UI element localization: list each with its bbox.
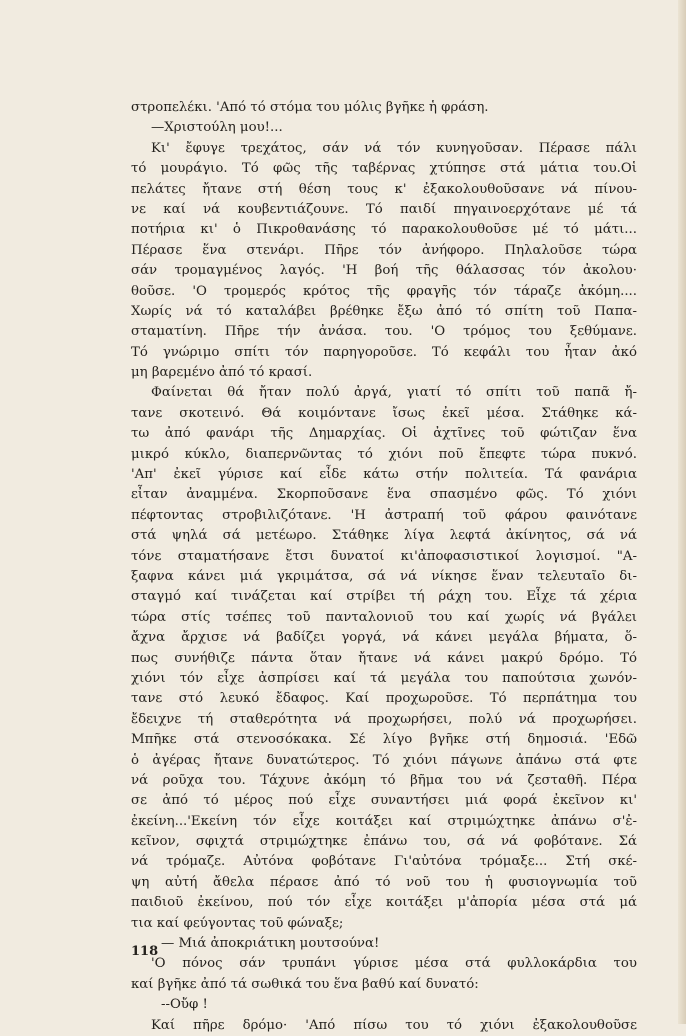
text-line: σάν τρομαγμένος λαγός. 'Η βοή τῆς θάλασσας τόν ἀκολου·: [131, 263, 637, 279]
text-line: ἄχνα ἄρχισε νά βαδίζει γοργά, νά κάνει μεγάλα βήματα, ὅ-: [131, 630, 637, 646]
text-line: θοῦσε. 'Ο τρομερός κρότος τῆς φραγῆς τόν τάραζε ἀκόμη....: [131, 283, 637, 299]
text-line: Μπῆκε στά στενοσόκακα. Σέ λίγο βγῆκε στή δημοσιά. 'Εδῶ: [131, 732, 637, 748]
text-line: παιδιοῦ ἐκείνου, πού τόν εἶχε κοιτάξει μ'ἀπορία μέσα στά μά: [131, 895, 637, 911]
text-line: μη βαρεμένο ἀπό τό κρασί.: [131, 365, 313, 381]
text-line: πέφτοντας στροβιλιζότανε. 'Η ἀστραπή τοῦ φάρου φαινότανε: [131, 507, 637, 523]
text-line: ποτήρια κι' ὁ Πικροθανάσης τό παρακολουθοῦσε μέ τό μάτι...: [131, 222, 637, 238]
text-line: ψη αὐτή ἄθελα πέρασε ἀπό τό νοῦ του ἡ φυσιογνωμία τοῦ: [131, 874, 637, 890]
text-line: --Οὔφ !: [161, 997, 208, 1013]
text-line: Καί πῆρε δρόμο· 'Από πίσω του τό χιόνι ἐξακολουθοῦσε: [151, 1017, 637, 1033]
text-line: τό μουράγιο. Τό φῶς τῆς ταβέρνας χτύπησε στά μάτια του.Οἱ: [131, 161, 637, 177]
text-line: 'Ο πόνος σάν τρυπάνι γύρισε μέσα στά φυλλοκάρδια του: [151, 956, 637, 972]
page-edge: [678, 0, 686, 1024]
text-line: χιόνι τόν εἶχε ἀσπρίσει καί τά μεγάλα του παπούτσια χωνόν-: [131, 670, 637, 686]
text-line: νά ροῦχα του. Τάχυνε ἀκόμη τό βῆμα του νά ζεσταθῆ. Πέρα: [131, 772, 637, 788]
text-line: Τό γνώριμο σπίτι τόν παρηγοροῦσε. Τό κεφάλι του ἦταν ἀκό: [131, 344, 637, 360]
text-line: Κι' ἔφυγε τρεχάτος, σάν νά τόν κυνηγοῦσαν. Πέρασε πάλι: [151, 140, 637, 156]
text-line: Φαίνεται θά ἤταν πολύ ἀργά, γιατί τό σπίτι τοῦ παπᾶ ἤ-: [151, 385, 637, 401]
text-line: κεῖνον, σφιχτά στριμώχτηκε ἐπάνω του, σά νά φοβότανε. Σά: [131, 834, 637, 850]
text-line: νε καί νά κουβεντιάζουνε. Τό παιδί πηγαινοερχότανε μέ τά: [131, 201, 637, 217]
text-line: Χωρίς νά τό καταλάβει βρέθηκε ἔξω ἀπό τό σπίτη τοῦ Παπα-: [131, 303, 637, 319]
text-line: τώρα στίς τσέπες τοῦ πανταλονιοῦ του καί χωρίς νά βγάλει: [131, 609, 637, 625]
text-line: σε ἀπό τό μέρος πού εἶχε συναντήσει μιά φορά ἐκεῖνον κι': [131, 793, 637, 809]
text-line: 'Απ' ἐκεῖ γύρισε καί εἶδε κάτω στήν πολιτεία. Τά φανάρια: [131, 467, 637, 483]
text-line: εἶταν ἀναμμένα. Σκορποῦσανε ἕνα σπασμένο φῶς. Τό χιόνι: [131, 487, 637, 503]
text-line: στροπελέκι. 'Από τό στόμα του μόλις βγῆκε ἡ φράση.: [131, 100, 489, 115]
text-line: ἔδειχνε τή σταθερότητα νά προχωρήσει, πολύ νά προχωρήσει.: [131, 711, 637, 727]
text-line: — Μιά ἀποκριάτικη μουτσούνα!: [161, 936, 380, 952]
text-line: πως συνήθιζε πάντα ὅταν ἤτανε νά κάνει μακρύ δρόμο. Τό: [131, 650, 637, 666]
text-line: σταγμό καί τινάζεται καί στρίβει τή ράχη του. Εἶχε τά χέρια: [131, 589, 637, 605]
text-line: μικρό κύκλο, διαπερνῶντας τό χιόνι ποῦ ἔπεφτε τώρα πυκνό.: [131, 446, 637, 462]
text-line: —Χριστούλη μου!...: [151, 120, 283, 136]
text-line: ξαφνα κάνει μιά γκριμάτσα, σά νά νίκησε ἕναν τελευταῖο δι-: [131, 568, 637, 584]
body-text: [131, 98, 637, 1036]
text-line: καί βγῆκε ἀπό τά σωθικά του ἕνα βαθύ καί δυνατό:: [131, 976, 479, 992]
text-line: τανε στό λευκό ἔδαφος. Καί προχωροῦσε. Τό περπάτημα του: [131, 691, 637, 707]
text-line: Πέρασε ἕνα στενάρι. Πῆρε τόν ἀνήφορο. Πηλαλοῦσε τώρα: [131, 242, 637, 258]
text-line: πελάτες ἤτανε στή θέση τους κ' ἐξακολουθοῦσανε νά πίνου-: [131, 181, 637, 197]
page-number: 118: [131, 944, 159, 959]
text-line: νά τρόμαζε. Αὐτόνα φοβότανε Γι'αὐτόνα τρόμαξε... Στή σκέ-: [131, 854, 637, 870]
text-line: τόνε σταματήσανε ἔτσι δυνατοί κι'ἀποφασιστικοί λογισμοί. "Α-: [131, 548, 637, 564]
text-line: ἐκείνη...'Εκείνη τόν εἶχε κοιτάξει καί στριμώχτηκε ἀπάνω σ'ἐ-: [131, 813, 637, 829]
text-line: τια καί φεύγοντας τοῦ φώναξε;: [131, 915, 344, 931]
text-line: τω ἀπό φανάρι τῆς Δημαρχίας. Οἱ ἀχτῖνες τοῦ φώτιζαν ἕνα: [131, 426, 637, 442]
text-line: σταματίνη. Πῆρε τήν ἀνάσα. του. 'Ο τρόμος του ξεθύμανε.: [131, 324, 637, 340]
text-line: στά ψηλά σά μετέωρο. Στάθηκε λίγα λεφτά ἀκίνητος, σά νά: [131, 528, 637, 544]
text-line: τανε σκοτεινό. Θά κοιμόντανε ἴσως ἐκεῖ μέσα. Στάθηκε κά-: [131, 405, 637, 421]
text-line: ὁ ἀγέρας ἤτανε δυνατώτερος. Τό χιόνι πάγωνε ἀπάνω στά φτε: [131, 752, 637, 768]
